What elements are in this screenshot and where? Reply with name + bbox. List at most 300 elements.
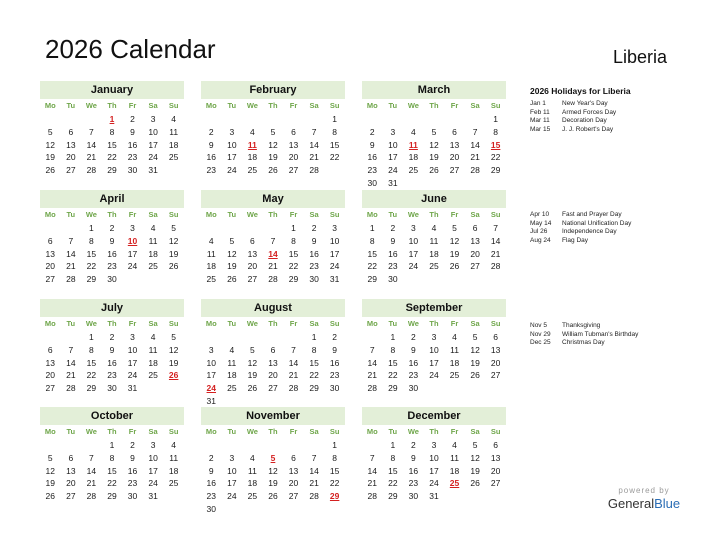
day-cell: 24 [127,370,138,381]
weekday-label: Tu [388,319,398,328]
week-row [362,126,506,139]
weekday-label: Fr [289,210,298,219]
weekday-label: Sa [470,427,480,436]
day-cell: 27 [288,491,299,502]
holiday-date: Mar 15 [530,125,551,133]
week-row [40,465,184,478]
day-cell: 27 [66,491,76,502]
week-row [40,382,184,395]
holiday-name: Decoration Day [562,117,607,125]
empty-day-cell [242,503,263,516]
day-cell: 18 [247,478,258,489]
weekday-label: Su [329,319,340,328]
day-cell: 31 [429,491,439,502]
day-cell: 27 [247,274,258,285]
holiday-item [530,322,700,331]
day-cell: 8 [493,126,499,137]
day-cell: 21 [367,478,378,489]
month-header: June [362,190,506,208]
day-cell: 18 [168,139,179,150]
day-cell: 11 [450,344,459,355]
day-cell: 2 [311,223,317,233]
weekday-label: We [407,427,419,436]
weekday-label: Mo [44,427,56,436]
day-cell: 13 [247,248,258,259]
month-may [201,190,345,286]
day-cell: 24 [127,261,138,272]
weekday-header-row [362,317,506,331]
day-cell: 2 [130,114,135,124]
day-cell: 24 [227,491,237,502]
day-cell: 19 [449,248,460,259]
empty-day-cell [424,113,445,126]
month-april [40,190,184,286]
day-cell: 7 [270,235,276,246]
empty-day-cell [263,113,284,126]
day-cell: 15 [288,248,299,259]
weekday-label: Fr [289,319,298,328]
day-cell: 14 [86,465,97,476]
empty-day-cell [304,113,325,126]
day-cell: 13 [470,235,480,246]
day-cell: 10 [148,452,158,463]
empty-day-cell [201,113,222,126]
day-cell: 9 [130,126,135,137]
day-cell: 20 [247,261,258,272]
day-cell: 8 [390,344,396,355]
empty-day-cell [304,439,325,452]
day-cell: 21 [86,478,97,489]
day-cell: 25 [408,165,419,176]
day-cell: 15 [388,465,398,476]
day-cell: 20 [66,152,76,163]
day-cell: 9 [411,344,416,355]
day-cell: 18 [168,465,179,476]
day-cell: 23 [408,370,419,381]
empty-day-cell [163,273,184,286]
day-cell: 8 [311,344,317,355]
day-cell: 26 [429,165,439,176]
day-cell: 21 [470,152,480,163]
day-cell: 21 [367,370,378,381]
day-cell: 11 [450,452,459,463]
week-row [201,503,345,516]
weekday-label: Fr [450,210,459,219]
day-cell: 15 [367,248,378,259]
week-row [201,260,345,273]
day-cell: 31 [148,165,158,176]
empty-day-cell [201,222,222,235]
day-cell: 8 [89,235,94,246]
holiday-name: Christmas Day [562,339,605,347]
empty-day-cell [242,331,263,344]
day-cell: 28 [470,165,480,176]
day-cell: 29 [388,491,398,502]
day-cell: 22 [367,261,378,272]
weekday-label: We [246,210,258,219]
day-cell: 3 [229,126,235,137]
day-cell: 22 [329,478,340,489]
day-cell: 27 [66,165,76,176]
week-row [40,369,184,382]
holiday-item [530,117,700,126]
week-row [201,235,345,248]
weekday-label: Th [107,319,117,328]
day-cell: 6 [270,344,276,355]
day-cell: 16 [309,248,319,259]
weekday-label: Th [268,210,278,219]
day-cell: 20 [45,261,56,272]
day-cell: 25 [247,165,258,176]
day-cell: 4 [250,452,255,463]
holiday-name: Fast and Prayer Day [562,211,622,218]
empty-day-cell [283,331,304,344]
day-cell: 12 [45,139,56,150]
day-cell: 14 [288,357,299,368]
holiday-date: Nov 29 [530,330,551,338]
day-cell: 22 [86,370,97,381]
day-cell: 12 [168,344,179,355]
day-cell: 12 [168,235,179,246]
day-cell: 1 [109,440,115,450]
day-cell: 11 [227,357,237,368]
weekday-label: Mo [44,210,56,219]
day-cell: 8 [89,344,94,355]
weekday-label: Fr [289,427,298,436]
holiday-date: Feb 11 [530,108,550,116]
day-cell: 27 [449,165,460,176]
day-cell: 19 [168,357,179,368]
weekday-label: Fr [128,319,137,328]
day-cell: 12 [227,248,237,259]
holiday-day-cell: 11 [247,139,257,150]
day-cell: 31 [388,177,398,188]
day-cell: 25 [168,478,179,489]
empty-day-cell [242,113,263,126]
day-cell: 29 [367,274,378,285]
day-cell: 18 [449,465,460,476]
month-october [40,407,184,503]
day-cell: 5 [270,126,276,137]
day-cell: 19 [470,465,480,476]
empty-day-cell [40,439,61,452]
day-cell: 13 [288,465,299,476]
day-cell: 23 [309,261,319,272]
day-cell: 6 [472,223,478,233]
week-row [362,344,506,357]
day-cell: 26 [168,261,179,272]
weekday-label: Su [168,319,179,328]
day-cell: 4 [452,440,457,450]
day-cell: 15 [329,139,340,150]
day-cell: 13 [66,139,76,150]
day-cell: 11 [206,248,216,259]
day-cell: 7 [472,126,478,137]
holiday-name: Armed Forces Day [562,108,617,116]
empty-day-cell [424,273,445,286]
empty-day-cell [201,439,222,452]
day-cell: 8 [109,126,115,137]
weekday-label: Mo [205,319,217,328]
empty-day-cell [163,490,184,503]
day-cell: 24 [227,165,237,176]
day-cell: 7 [311,126,317,137]
day-cell: 30 [309,274,319,285]
day-cell: 29 [86,383,97,394]
weekday-label: Fr [128,210,137,219]
day-cell: 27 [268,383,278,394]
day-cell: 9 [208,465,214,476]
holiday-item [530,339,700,348]
week-row [40,222,184,235]
day-cell: 10 [429,452,439,463]
day-cell: 14 [470,139,480,150]
day-cell: 2 [109,332,115,342]
day-cell: 9 [130,452,135,463]
empty-day-cell [403,273,424,286]
day-cell: 21 [66,261,76,272]
month-header: February [201,81,345,99]
week-row [40,477,184,490]
day-cell: 27 [45,274,56,285]
day-cell: 13 [449,139,460,150]
day-cell: 12 [45,465,56,476]
day-cell: 14 [367,465,378,476]
brand-logo[interactable] [588,486,700,511]
day-cell: 20 [288,478,299,489]
day-cell: 5 [171,332,177,342]
weekday-label: Th [268,101,278,110]
weekday-header-row [201,208,345,222]
empty-day-cell [122,273,143,286]
day-cell: 16 [206,152,217,163]
day-cell: 21 [86,152,97,163]
weekday-label: Su [329,101,340,110]
month-header: September [362,299,506,317]
day-cell: 3 [130,223,135,233]
week-row [362,235,506,248]
week-row [201,477,345,490]
weekday-label: Th [268,319,278,328]
weekday-label: Tu [388,427,398,436]
weekday-label: Tu [66,210,76,219]
holiday-name: William Tubman's Birthday [562,330,639,338]
day-cell: 26 [449,261,460,272]
day-cell: 4 [229,344,235,355]
day-cell: 21 [268,261,278,272]
month-header: January [40,81,184,99]
holiday-day-cell: 5 [270,452,276,463]
empty-day-cell [283,395,304,408]
month-july [40,299,184,395]
week-row [362,139,506,152]
day-cell: 6 [291,126,296,137]
brand-name: GeneralBlue [607,496,681,511]
empty-day-cell [40,331,61,344]
day-cell: 14 [66,248,76,259]
day-cell: 7 [291,344,296,355]
day-cell: 1 [89,223,94,233]
day-cell: 2 [411,332,416,342]
weekday-label: Fr [450,427,459,436]
week-row [201,369,345,382]
day-cell: 28 [367,383,378,394]
day-cell: 24 [429,478,439,489]
day-cell: 4 [250,126,255,137]
day-cell: 7 [493,223,499,233]
holiday-day-cell: 14 [268,248,278,259]
day-cell: 20 [449,152,460,163]
week-row [362,452,506,465]
day-cell: 22 [388,370,398,381]
empty-day-cell [465,382,486,395]
day-cell: 20 [288,152,299,163]
weekday-header-row [40,425,184,439]
week-row [40,273,184,286]
day-cell: 1 [493,114,499,124]
empty-day-cell [263,395,284,408]
weekday-label: Th [107,427,117,436]
day-cell: 1 [332,440,338,450]
week-row [201,113,345,126]
weekday-label: Th [429,427,439,436]
week-row [40,248,184,261]
holiday-date: Apr 10 [530,211,550,218]
holiday-day-cell: 25 [449,478,460,489]
day-cell: 21 [309,478,319,489]
day-cell: 7 [311,452,317,463]
day-cell: 19 [45,478,56,489]
weekday-label: Tu [388,101,398,110]
weekday-label: Tu [66,319,76,328]
day-cell: 28 [309,491,319,502]
empty-day-cell [222,503,243,516]
empty-day-cell [263,503,284,516]
day-cell: 3 [411,223,416,233]
day-cell: 25 [206,274,217,285]
day-cell: 2 [130,440,135,450]
week-row [362,382,506,395]
holiday-item [530,100,700,109]
weekday-label: Su [490,319,501,328]
empty-day-cell [143,382,164,395]
day-cell: 9 [369,139,375,150]
day-cell: 6 [452,126,457,137]
day-cell: 18 [206,261,217,272]
empty-day-cell [81,439,102,452]
day-cell: 5 [452,223,457,233]
day-cell: 30 [408,491,419,502]
empty-day-cell [283,439,304,452]
day-cell: 11 [148,344,158,355]
holiday-name: J. J. Robert's Day [562,125,614,133]
empty-day-cell [444,382,465,395]
day-cell: 11 [247,465,257,476]
day-cell: 1 [291,223,296,233]
day-cell: 16 [127,139,138,150]
weekday-label: Mo [44,319,56,328]
day-cell: 10 [227,465,237,476]
weekday-label: Th [107,101,117,110]
day-cell: 26 [247,383,258,394]
day-cell: 12 [247,357,258,368]
day-cell: 16 [329,357,340,368]
day-cell: 20 [490,357,501,368]
holiday-list-q1 [530,86,700,134]
day-cell: 9 [411,452,416,463]
weekday-label: We [246,101,258,110]
week-row [201,490,345,503]
day-cell: 16 [367,152,378,163]
day-cell: 22 [107,152,117,163]
week-row [362,477,506,490]
holiday-date: Jul 26 [530,228,548,236]
holiday-item [530,331,700,340]
day-cell: 15 [329,465,340,476]
week-row [40,126,184,139]
empty-day-cell [201,331,222,344]
day-cell: 28 [66,383,76,394]
day-cell: 17 [329,248,340,259]
day-cell: 7 [68,344,74,355]
day-cell: 23 [107,261,117,272]
empty-day-cell [383,113,404,126]
day-cell: 10 [227,139,237,150]
holiday-list-q2 [530,211,700,245]
weekday-label: We [407,319,419,328]
day-cell: 2 [332,332,338,342]
day-cell: 1 [369,223,375,233]
day-cell: 30 [127,491,138,502]
weekday-label: Fr [128,101,137,110]
day-cell: 25 [148,261,158,272]
empty-day-cell [222,395,243,408]
day-cell: 15 [86,357,97,368]
day-cell: 26 [470,478,480,489]
holiday-list-q3 [530,322,700,348]
week-row [201,344,345,357]
day-cell: 30 [329,383,340,394]
week-row [201,357,345,370]
month-header: May [201,190,345,208]
weekday-label: Mo [366,319,378,328]
weekday-label: We [246,427,258,436]
day-cell: 4 [431,223,437,233]
day-cell: 19 [247,370,258,381]
weekday-header-row [201,317,345,331]
day-cell: 23 [329,370,340,381]
day-cell: 18 [449,357,460,368]
day-cell: 2 [369,126,375,137]
weekday-label: Tu [227,210,237,219]
weekday-label: Fr [450,101,459,110]
day-cell: 5 [47,452,53,463]
holiday-date: Nov 5 [530,322,547,329]
holiday-name: New Year's Day [562,100,608,107]
day-cell: 7 [369,452,375,463]
weekday-header-row [362,425,506,439]
empty-day-cell [324,503,345,516]
day-cell: 28 [86,165,97,176]
day-cell: 8 [332,452,338,463]
month-header: October [40,407,184,425]
day-cell: 22 [86,261,97,272]
weekday-header-row [201,425,345,439]
day-cell: 17 [148,139,158,150]
day-cell: 5 [47,126,53,137]
day-cell: 21 [490,248,501,259]
weekday-label: Th [429,319,439,328]
